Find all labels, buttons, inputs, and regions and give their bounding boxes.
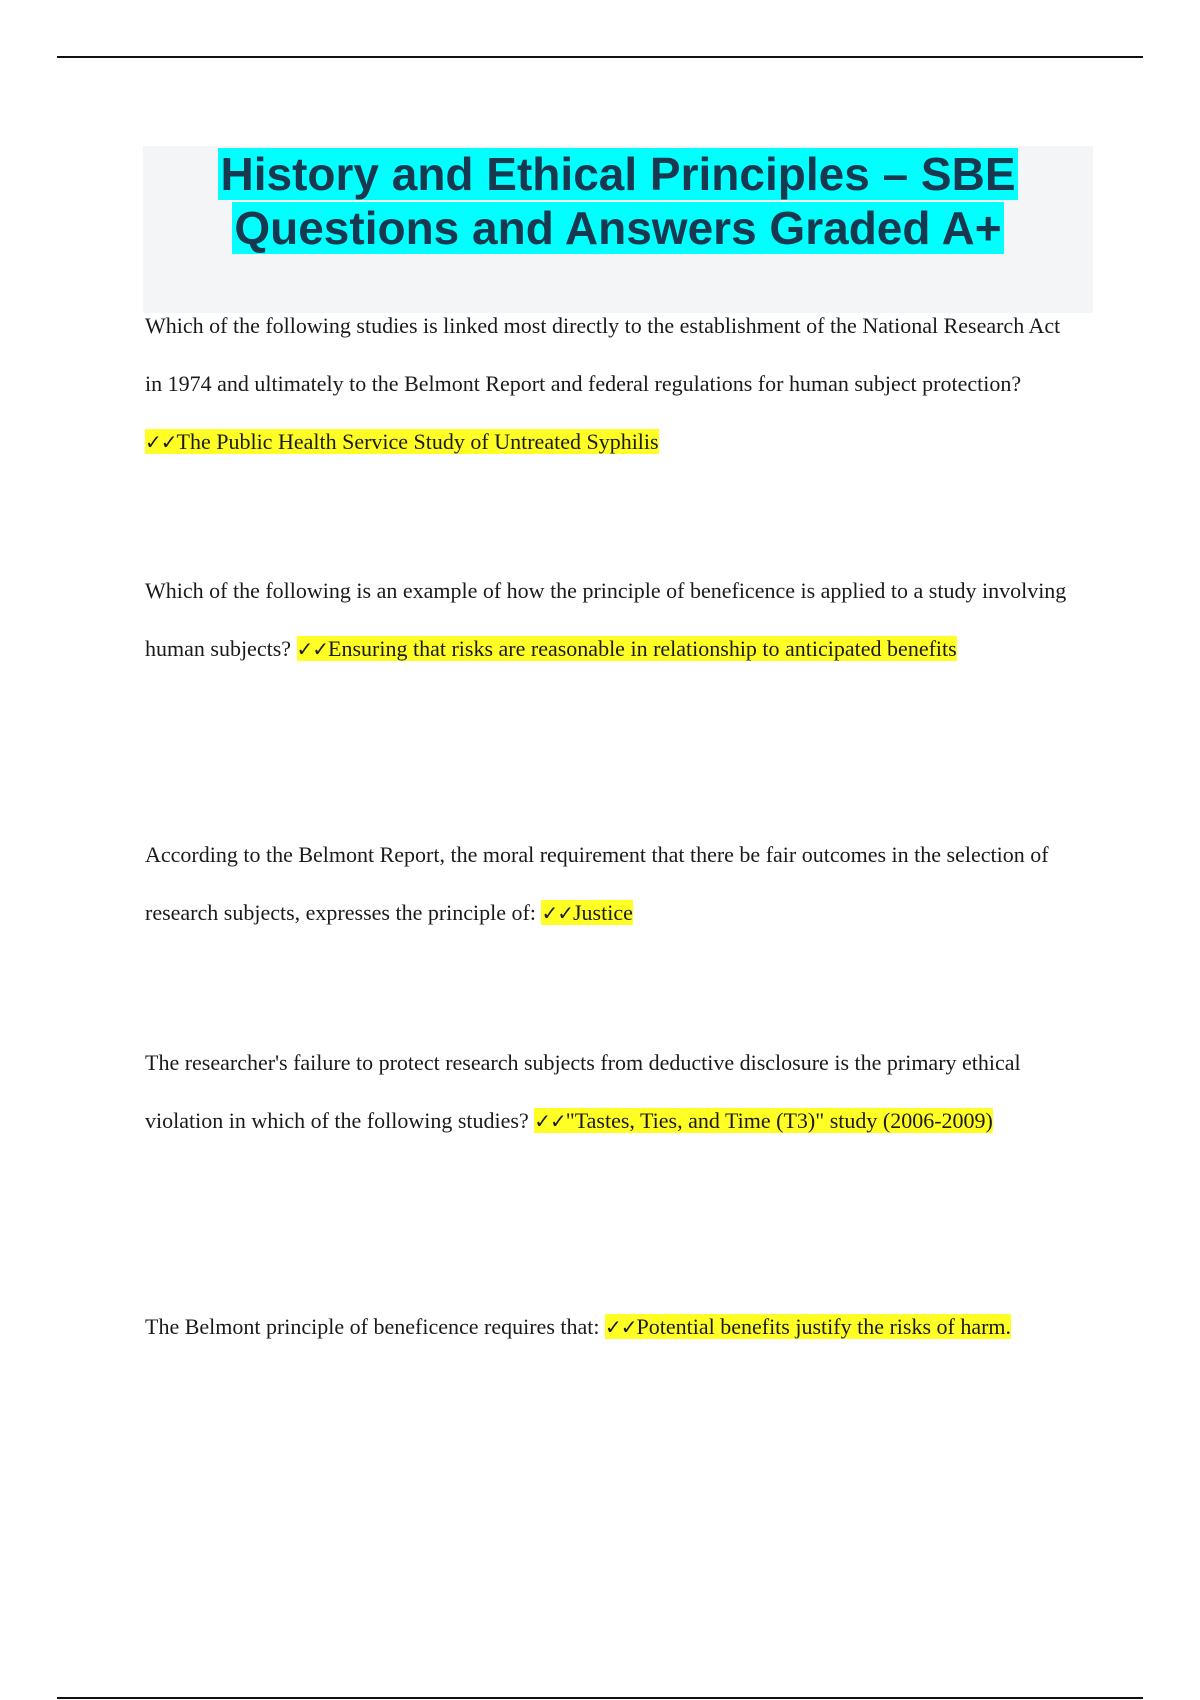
answer-text: Ensuring that risks are reasonable in relationship to anticipated benefits: [328, 636, 957, 661]
question-text: According to the Belmont Report, the moral requirement that there be fair outcomes in the selection of research subjects, expresses the principle of:: [145, 842, 1049, 925]
top-rule: [57, 56, 1143, 58]
answer-text: "Tastes, Ties, and Time (T3)" study (2006-2009): [565, 1108, 993, 1133]
question-text: The researcher's failure to protect research subjects from deductive disclosure is the primary ethical violation in which of the following studies?: [145, 1050, 1021, 1133]
double-check-icon: ✓✓: [296, 637, 329, 661]
answer-highlight: [145, 429, 659, 454]
question-text: The Belmont principle of beneficence requires that:: [145, 1314, 600, 1339]
answer-text: Justice: [572, 900, 633, 925]
answer-highlight: [541, 900, 632, 925]
qa-item: [145, 1298, 1075, 1356]
answer-highlight: [534, 1108, 993, 1133]
bottom-rule: [57, 1697, 1143, 1699]
title-highlight: History and Ethical Principles – SBE Questions and Answers Graded A+: [220, 148, 1016, 254]
double-check-icon: ✓✓: [534, 1109, 566, 1133]
question-text: Which of the following studies is linked most directly to the establishment of the National Research Act in 1974 and ultimately to the Belmont Report and federal regulations for human subject protection?: [145, 313, 1061, 396]
page-title: [143, 147, 1093, 255]
qa-item: [145, 297, 1075, 471]
double-check-icon: ✓✓: [145, 430, 177, 454]
double-check-icon: ✓✓: [541, 901, 573, 925]
qa-item: [145, 826, 1075, 942]
answer-highlight: [605, 1314, 1011, 1339]
answer-text: Potential benefits justify the risks of harm.: [636, 1314, 1012, 1339]
answer-highlight: [297, 636, 957, 661]
question-text: Which of the following is an example of how the principle of beneficence is applied to a study involving human subjects?: [145, 578, 1067, 661]
answer-text: The Public Health Service Study of Untreated Syphilis: [176, 429, 659, 454]
qa-item: [145, 1034, 1075, 1150]
qa-item: [145, 562, 1075, 678]
double-check-icon: ✓✓: [604, 1315, 637, 1339]
